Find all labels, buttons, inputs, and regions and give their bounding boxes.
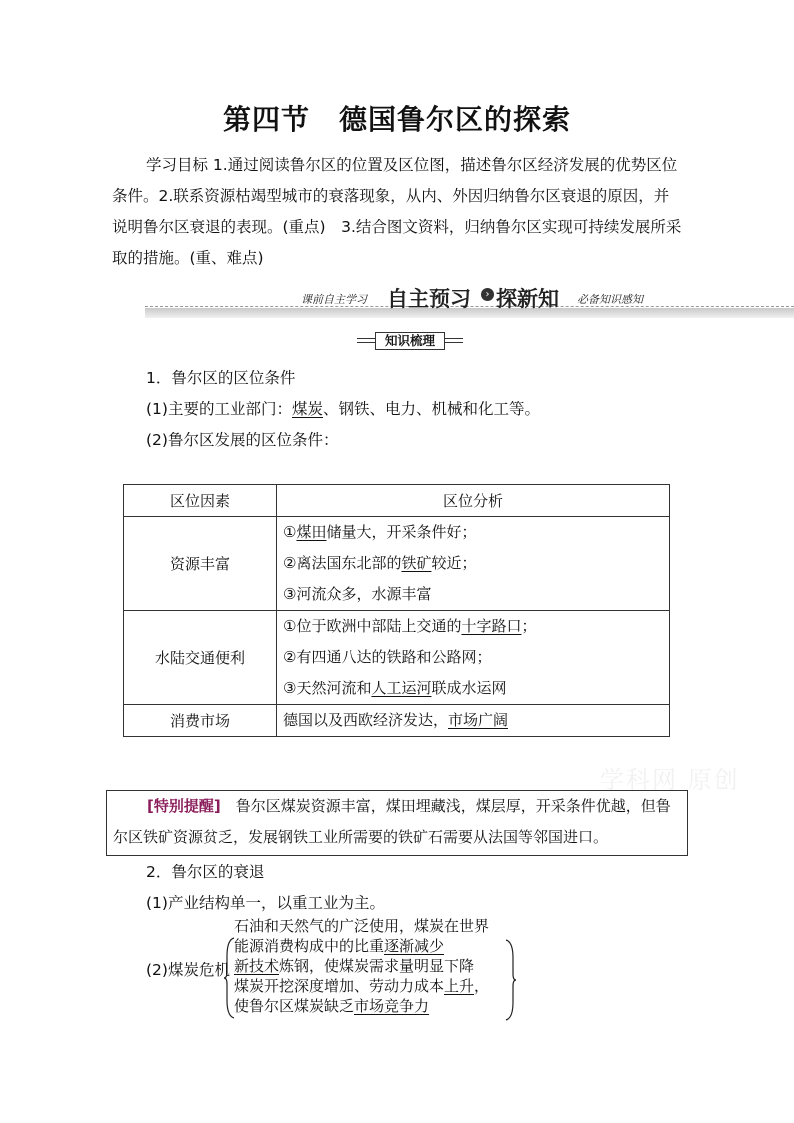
- underlined-answer: 煤田: [296, 523, 327, 541]
- coal-crisis-lines: [234, 916, 489, 1016]
- section1-heading: 1．鲁尔区的区位条件: [146, 369, 296, 387]
- text-segment: 较近；: [431, 554, 477, 572]
- industries-prefix: (1)主要的工业部门：: [146, 400, 292, 418]
- reminder-tag: [特别提醒]: [147, 797, 221, 815]
- banner-left-caption: 课前自主学习: [301, 293, 367, 306]
- analysis-line: [283, 705, 669, 736]
- section2-structure: (1)产业结构单一，以重工业为主。: [146, 894, 385, 912]
- underlined-answer: 逐渐减少: [384, 937, 445, 955]
- underlined-answer: 市场广阔: [448, 711, 509, 729]
- table-header-analysis: 区位分析: [277, 485, 670, 517]
- analysis-line: [283, 642, 669, 673]
- knowledge-badge: [357, 332, 463, 350]
- factor-cell: 水陆交通便利: [124, 611, 277, 705]
- text-segment: ②有四通八达的铁路和公路网；: [283, 648, 492, 666]
- text-segment: 储量大，开采条件好；: [326, 523, 477, 541]
- text-segment: 德国以及西欧经济发达，: [283, 711, 449, 729]
- table-row: [124, 517, 670, 611]
- text-segment: 联成水运网: [431, 679, 507, 697]
- badge-left-rule: [357, 338, 375, 343]
- text-segment: ②离法国东北部的: [283, 554, 402, 572]
- right-brace-icon: [504, 938, 516, 1022]
- table-row: [124, 611, 670, 705]
- text-segment: 炼钢，使煤炭需求量明显下降: [279, 957, 475, 975]
- special-reminder-box: [106, 790, 688, 856]
- learning-objectives: 学习目标 1.通过阅读鲁尔区的位置及区位图，描述鲁尔区经济发展的优势区位条件。2.联系资源枯竭型城市的衰落现象，从内、外因归纳鲁尔区衰退的原因，并说明鲁尔区衰退的表现。(重点) 3.结合图文资料，归纳鲁尔区实现可持续发展所采取的措施。(重、难点): [112, 156, 682, 267]
- coal-crisis-line: [234, 996, 489, 1016]
- banner-main-left: 自主预习: [387, 287, 471, 311]
- text-segment: 煤炭开挖深度增加、劳动力成本: [234, 977, 445, 995]
- analysis-line: [283, 611, 669, 642]
- underlined-answer: 市场竞争力: [354, 997, 430, 1015]
- coal-crisis-line: [234, 916, 489, 936]
- reminder-text: 鲁尔区煤炭资源丰富，煤田埋藏浅，煤层厚，开采条件优越，但鲁尔区铁矿资源贫乏，发展钢铁工业所需要的铁矿石需要从法国等邻国进口。: [113, 797, 671, 846]
- text-segment: ，: [474, 977, 490, 995]
- coal-crisis-line: [234, 976, 489, 996]
- industries-rest: 、钢铁、电力、机械和化工等。: [322, 400, 540, 418]
- table-row: [124, 705, 670, 737]
- page-title: 第四节 德国鲁尔区的探索: [222, 103, 571, 136]
- text-segment: 能源消费构成中的比重: [234, 937, 385, 955]
- watermark: 学科网 原创: [600, 766, 740, 794]
- underlined-answer: 铁矿: [401, 554, 432, 572]
- underlined-answer: 新技术: [234, 957, 280, 975]
- section-banner: [145, 282, 794, 316]
- text-segment: ；: [521, 617, 537, 635]
- analysis-cell: [277, 705, 670, 737]
- text-segment: ①: [283, 523, 297, 541]
- badge-label: 知识梳理: [375, 332, 445, 350]
- table-header-row: [124, 485, 670, 517]
- analysis-line: [283, 548, 669, 579]
- banner-main-right: 探新知: [496, 287, 559, 311]
- table-body: [124, 517, 670, 737]
- analysis-line: [283, 517, 669, 548]
- table-header-factor: 区位因素: [124, 485, 277, 517]
- banner-arrow-icon: ›: [481, 288, 494, 301]
- analysis-line: [283, 673, 669, 704]
- analysis-cell: [277, 611, 670, 705]
- underlined-answer: 上升: [444, 977, 475, 995]
- text-segment: 石油和天然气的广泛使用，煤炭在世界: [234, 917, 490, 935]
- factor-cell: 资源丰富: [124, 517, 277, 611]
- analysis-cell: [277, 517, 670, 611]
- banner-right-caption: 必备知识感知: [577, 293, 643, 306]
- badge-right-rule: [445, 338, 463, 343]
- text-segment: ③天然河流和: [283, 679, 372, 697]
- location-table: [123, 484, 670, 737]
- text-segment: 使鲁尔区煤炭缺乏: [234, 997, 355, 1015]
- text-segment: ①位于欧洲中部陆上交通的: [283, 617, 462, 635]
- underlined-answer: 人工运河: [371, 679, 432, 697]
- section1-industries: [146, 397, 540, 419]
- underlined-answer: 十字路口: [461, 617, 522, 635]
- analysis-line: [283, 579, 669, 610]
- section1-conditions-intro: (2)鲁尔区发展的区位条件：: [146, 431, 339, 449]
- industries-underlined: 煤炭: [291, 400, 323, 418]
- coal-crisis-line: [234, 956, 489, 976]
- factor-cell: 消费市场: [124, 705, 277, 737]
- text-segment: ③河流众多，水源丰富: [283, 585, 432, 603]
- coal-crisis-label: (2)煤炭危机: [146, 961, 230, 979]
- section2-heading: 2．鲁尔区的衰退: [146, 863, 265, 881]
- coal-crisis-line: [234, 936, 489, 956]
